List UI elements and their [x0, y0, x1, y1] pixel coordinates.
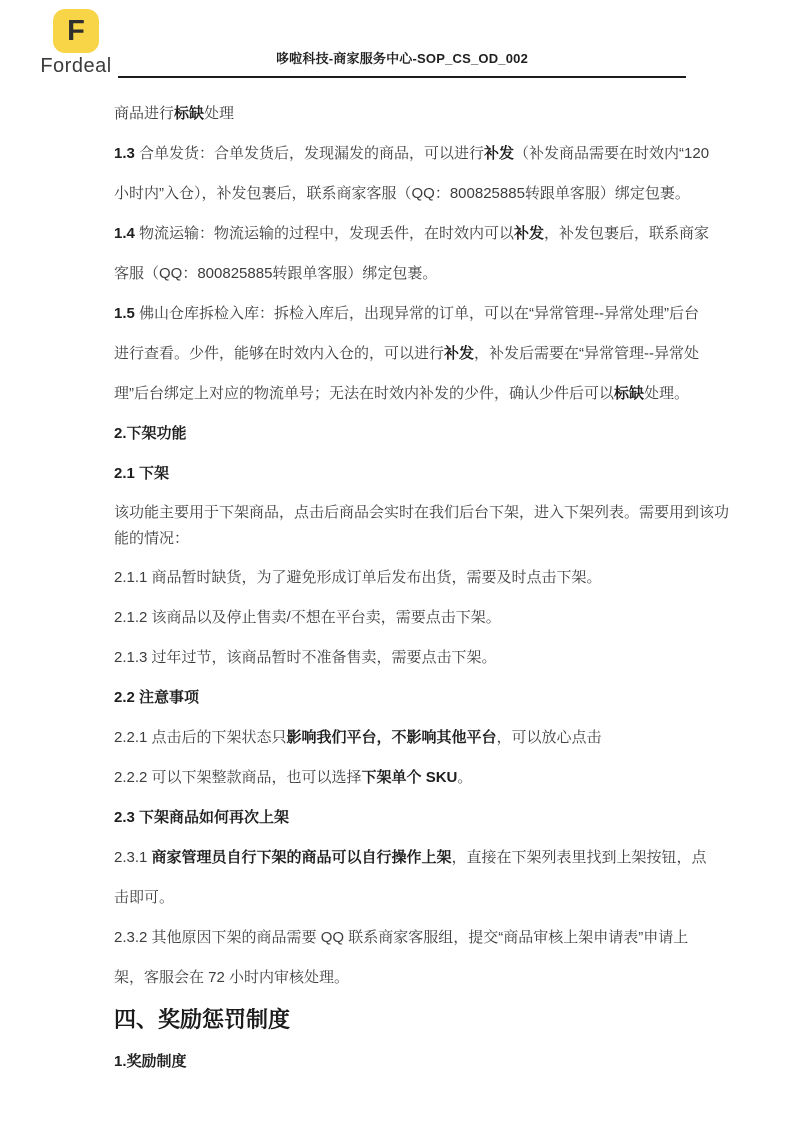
- paragraph-2-3-1-line-2: 击即可。: [114, 889, 175, 906]
- heading-section-2: 2.下架功能: [114, 425, 187, 442]
- heading-section-4: 四、奖励惩罚制度: [114, 1007, 291, 1032]
- fordeal-logo: [36, 9, 116, 78]
- paragraph-2-3-2-line-2: 架，客服会在 72 小时内审核处理。: [114, 969, 350, 986]
- heading-section-2-1: 2.1 下架: [114, 465, 170, 482]
- paragraph-2-3-1-line-1: 2.3.1 商家管理员自行下架的商品可以自行操作上架，直接在下架列表里找到上架按钮，点: [114, 849, 707, 866]
- document-header-title: 哆啦科技-商家服务中心-SOP_CS_OD_002: [118, 48, 686, 78]
- paragraph-mark-missing: 商品进行标缺处理: [114, 105, 235, 122]
- paragraph-2-1-1: 2.1.1 商品暂时缺货，为了避免形成订单后发布出货，需要及时点击下架。: [114, 569, 602, 586]
- paragraph-2-1-2: 2.1.2 该商品以及停止售卖/不想在平台卖，需要点击下架。: [114, 609, 501, 626]
- paragraph-1-5-line-2: 进行查看。少件，能够在时效内入仓的，可以进行补发，补发后需要在“异常管理--异常处: [114, 345, 700, 362]
- paragraph-2-1-intro-line-2: 能的情况：: [114, 530, 190, 547]
- heading-section-2-2: 2.2 注意事项: [114, 689, 200, 706]
- paragraph-1-4-line-1: 1.4 物流运输：物流运输的过程中，发现丢件，在时效内可以补发，补发包裹后，联系商家: [114, 225, 710, 242]
- fordeal-logo-letter: F: [67, 14, 85, 47]
- paragraph-1-5-line-3: 理”后台绑定上对应的物流单号；无法在时效内补发的少件，确认少件后可以标缺处理。: [114, 385, 690, 402]
- paragraph-2-2-2: 2.2.2 可以下架整款商品，也可以选择下架单个 SKU。: [114, 769, 473, 786]
- paragraph-1-4-line-2: 客服（QQ：800825885转跟单客服）绑定包裹。: [114, 265, 438, 282]
- fordeal-wordmark: Fordeal: [40, 55, 112, 77]
- paragraph-1-3-line-2: 小时内”入仓），补发包裹后，联系商家客服（QQ：800825885转跟单客服）绑定包裹。: [114, 185, 690, 202]
- paragraph-2-2-1: 2.2.1 点击后的下架状态只影响我们平台，不影响其他平台，可以放心点击: [114, 729, 602, 746]
- document-body: [114, 75, 730, 1082]
- paragraph-1-3-line-1: 1.3 合单发货：合单发货后，发现漏发的商品，可以进行补发（补发商品需要在时效内“120: [114, 145, 710, 162]
- heading-section-2-3: 2.3 下架商品如何再次上架: [114, 809, 290, 826]
- paragraph-2-1-3: 2.1.3 过年过节，该商品暂时不准备售卖，需要点击下架。: [114, 649, 497, 666]
- paragraph-1-5-line-1: 1.5 佛山仓库拆检入库：拆检入库后，出现异常的订单，可以在“异常管理--异常处理”后台: [114, 305, 700, 322]
- paragraph-2-1-intro-line-1: 该功能主要用于下架商品，点击后商品会实时在我们后台下架，进入下架列表。需要用到该功: [114, 504, 730, 521]
- heading-reward-system: 1.奖励制度: [114, 1053, 187, 1070]
- paragraph-2-3-2-line-1: 2.3.2 其他原因下架的商品需要 QQ 联系商家客服组，提交“商品审核上架申请表”申请上: [114, 929, 689, 946]
- fordeal-logo-badge: [53, 9, 99, 53]
